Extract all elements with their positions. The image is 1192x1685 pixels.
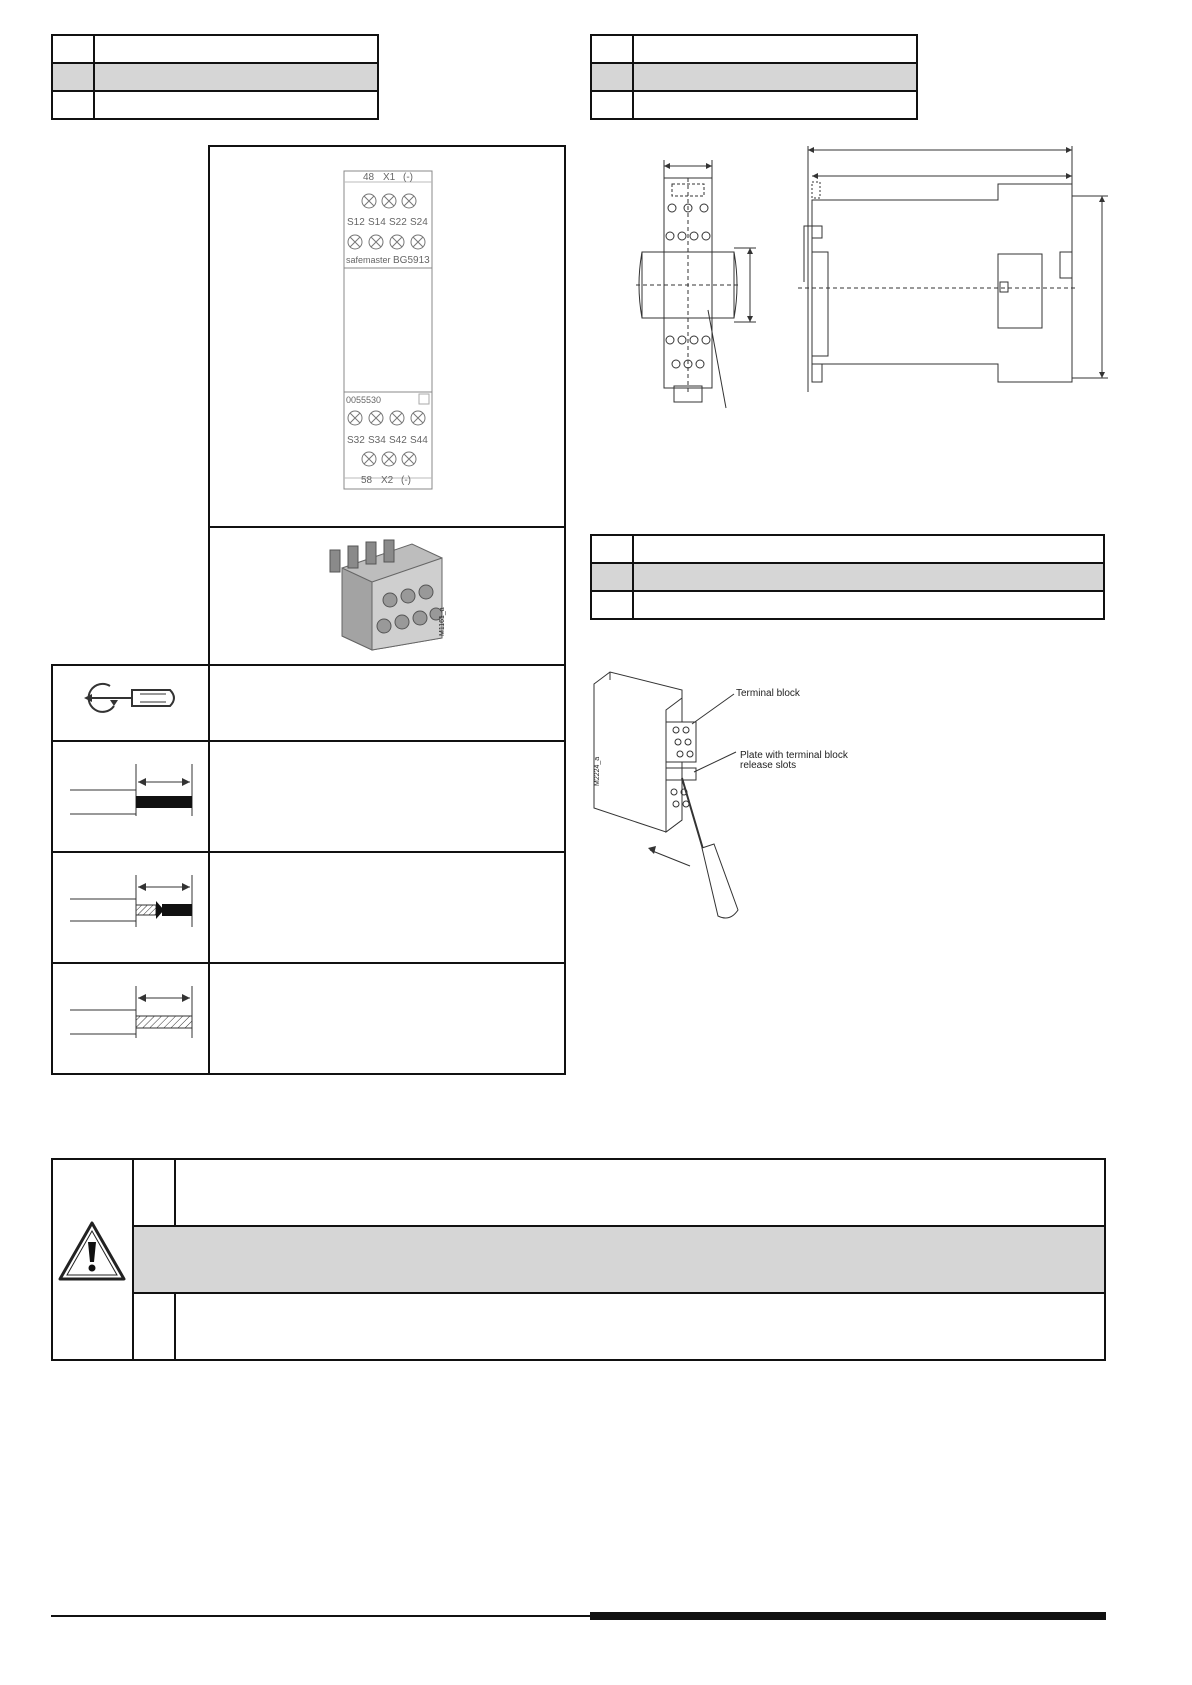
warning-row-1-text [186, 1168, 1086, 1218]
stranded-wire-icon [68, 982, 198, 1044]
table-row [52, 91, 378, 119]
table-row [591, 63, 917, 91]
wire-table-text-3 [220, 861, 550, 951]
terminal-label: S24 [410, 217, 428, 228]
terminal-label: S44 [410, 435, 428, 446]
terminal-block-removal-illustration [590, 668, 870, 928]
table-row [591, 591, 1104, 619]
terminal-label: S14 [368, 217, 386, 228]
table-row [591, 91, 917, 119]
warning-row-2-text [186, 1236, 1086, 1286]
terminal-label: (-) [403, 172, 413, 183]
terminal-label: X2 [381, 475, 394, 486]
serial-label: 0055530 [346, 395, 382, 405]
terminal-label: X1 [383, 172, 396, 183]
table-row [52, 35, 378, 63]
ferrule-wire-icon [68, 871, 198, 933]
table-row [591, 563, 1104, 591]
warning-triangle-icon [57, 1220, 127, 1282]
wire-table-text-2 [220, 750, 550, 840]
table-row [591, 535, 1104, 563]
top-right-table [590, 34, 918, 120]
dimension-drawing-side [798, 142, 1120, 402]
terminal-label: 58 [361, 475, 373, 486]
terminal-label: S42 [389, 435, 407, 446]
terminal-block-label: Terminal block [736, 688, 800, 699]
image-code-label: M2224_a [594, 756, 601, 786]
dimension-drawing-front [636, 160, 776, 420]
terminal-label: (-) [401, 475, 411, 486]
table-row [52, 63, 378, 91]
terminal-label: S22 [389, 217, 407, 228]
terminal-label: S12 [347, 217, 365, 228]
wire-table-text-1 [220, 674, 550, 730]
footer-rule-thin [51, 1615, 591, 1617]
terminal-label: S32 [347, 435, 365, 446]
terminal-label: 48 [363, 172, 375, 183]
table-row [591, 35, 917, 63]
wire-table-text-4 [220, 972, 550, 1062]
footer-rule-thick [590, 1612, 1106, 1620]
mid-right-table [590, 534, 1105, 620]
terminal-label: S34 [368, 435, 386, 446]
image-code-label: M1161_a [439, 607, 446, 636]
terminal-connector-image [322, 538, 448, 652]
solid-wire-icon [68, 760, 198, 822]
brand-label: safemaster [346, 255, 391, 265]
model-label: BG5913 [393, 255, 430, 266]
device-front-drawing [343, 170, 433, 490]
screwdriver-icon [80, 676, 180, 720]
plate-label-line2: release slots [740, 760, 797, 771]
top-left-table [51, 34, 379, 120]
warning-row-3-text [186, 1302, 1086, 1352]
plate-label-line1: Plate with terminal block [740, 750, 848, 761]
